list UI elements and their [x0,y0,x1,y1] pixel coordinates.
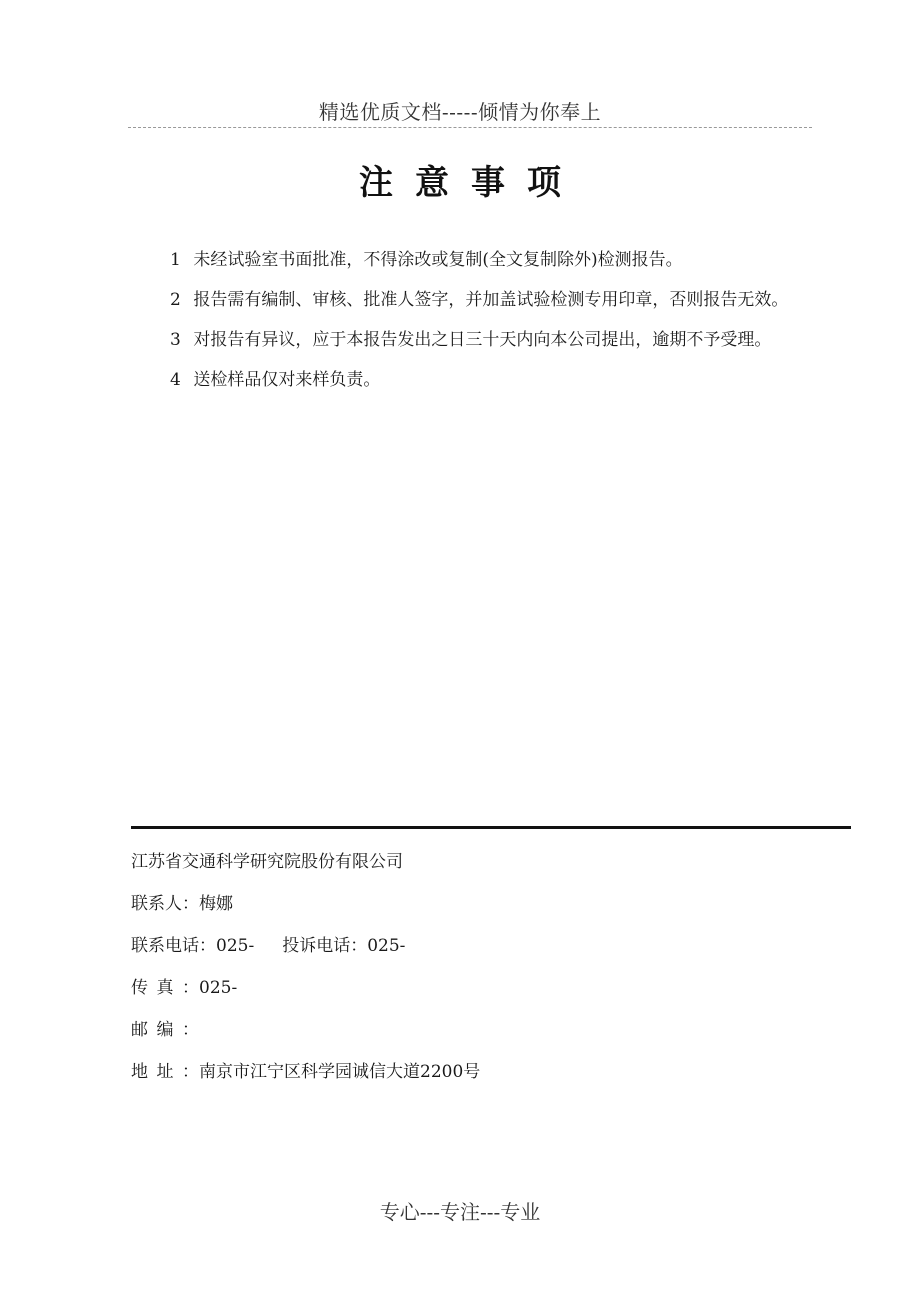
contact-block [131,848,831,1100]
notice-number: 2 [170,290,181,310]
notice-text: 未经试验室书面批准，不得涂改或复制(全文复制除外)检测报告。 [193,250,683,270]
notice-number: 3 [170,330,181,350]
notice-number: 4 [170,370,181,390]
phone-row [131,932,831,974]
phone-value: 025- [216,936,255,956]
contact-divider [131,826,851,829]
phone-label: 联系电话： [131,936,216,956]
notice-text: 报告需有编制、审核、批准人签字，并加盖试验检测专用印章，否则报告无效。 [193,290,789,310]
contact-person-value: 梅娜 [199,894,233,914]
address-row [131,1058,831,1100]
notice-item [170,326,870,366]
notice-item [170,246,870,286]
page-footer: 专心---专注---专业 [379,1200,541,1224]
contact-person-label: 联系人： [131,894,199,914]
notice-list [170,246,870,406]
header-divider [128,127,812,128]
complaint-phone-label: 投诉电话： [282,936,368,956]
address-value: 南京市江宁区科学园诚信大道2200号 [199,1062,481,1082]
document-title: 注意事项 [359,163,583,203]
postcode-row [131,1016,831,1058]
notice-text: 送检样品仅对来样负责。 [193,370,381,390]
fax-row [131,974,831,1016]
notice-item [170,286,870,326]
contact-person-row [131,890,831,932]
postcode-label: 邮编： [131,1020,199,1040]
page-header: 精选优质文档-----倾情为你奉上 [318,100,602,124]
notice-number: 1 [170,250,181,270]
notice-text: 对报告有异议，应于本报告发出之日三十天内向本公司提出，逾期不予受理。 [193,330,772,350]
fax-label: 传真： [131,978,199,998]
company-name: 江苏省交通科学研究院股份有限公司 [131,852,403,872]
address-label: 地址： [131,1062,199,1082]
complaint-phone-value: 025- [367,936,406,956]
notice-item [170,366,870,406]
fax-value: 025- [199,978,238,998]
